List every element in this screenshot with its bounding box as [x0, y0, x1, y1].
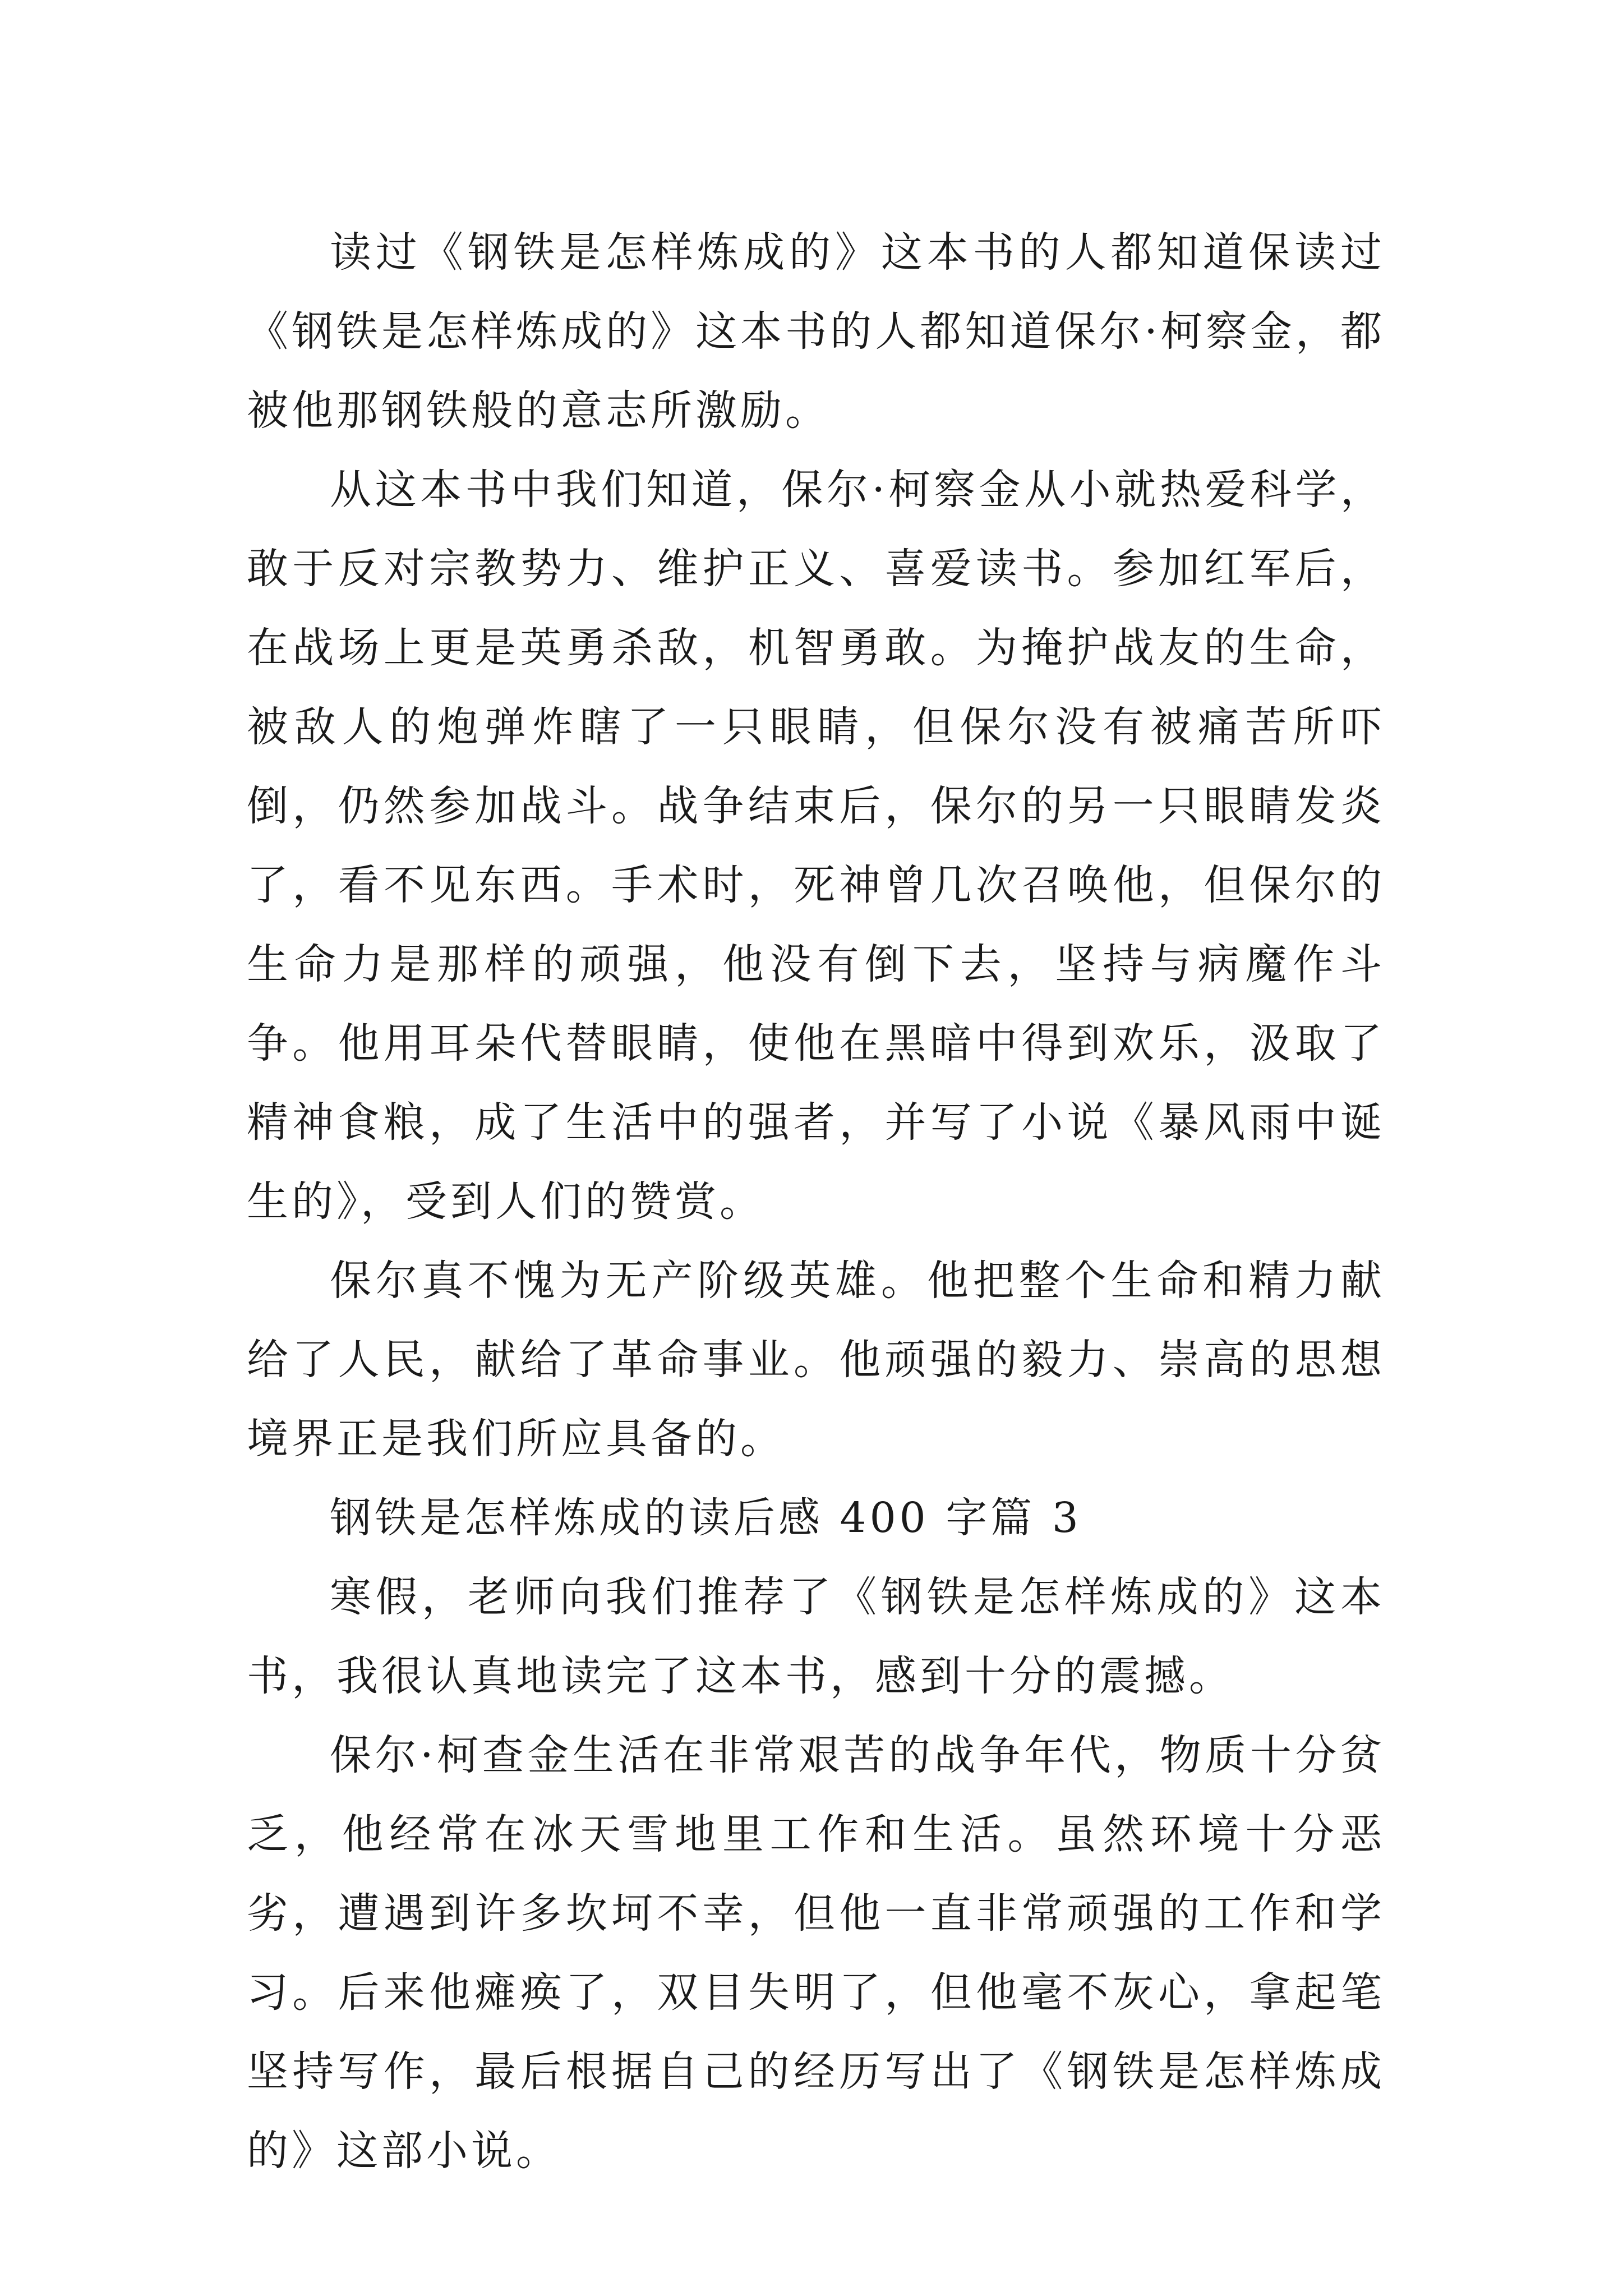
- paragraph-intro: 读过《钢铁是怎样炼成的》这本书的人都知道保读过《钢铁是怎样炼成的》这本书的人都知道保尔·柯察金，都被他那钢铁般的意志所激励。: [247, 228, 1385, 435]
- paragraph-story: 从这本书中我们知道，保尔·柯察金从小就热爱科学，敢于反对宗教势力、维护正义、喜爱读书。参加红军后，在战场上更是英勇杀敌，机智勇敢。为掩护战友的生命，被敌人的炮弹炸瞎了一只眼睛，但保尔没有被痛苦所吓倒，仍然参加战斗。战争结束后，保尔的另一只眼睛发炎了，看不见东西。手术时，死神曾几次召唤他，但保尔的生命力是那样的顽强，他没有倒下去，坚持与病魔作斗争。他用耳朵代替眼睛，使他在黑暗中得到欢乐，汲取了精神食粮，成了生活中的强者，并写了小说《暴风雨中诞生的》，受到人们的赞赏。: [247, 466, 1385, 1226]
- paragraph-life: 保尔·柯查金生活在非常艰苦的战争年代，物质十分贫乏，他经常在冰天雪地里工作和生活。虽然环境十分恶劣，遭遇到许多坎坷不幸，但他一直非常顽强的工作和学习。后来他瘫痪了，双目失明了，但他毫不灰心，拿起笔坚持写作，最后根据自己的经历写出了《钢铁是怎样炼成的》这部小说。: [247, 1731, 1385, 2175]
- paragraph-hero: 保尔真不愧为无产阶级英雄。他把整个生命和精力献给了人民，献给了革命事业。他顽强的毅力、崇高的思想境界正是我们所应具备的。: [247, 1257, 1385, 1463]
- section-heading: 钢铁是怎样炼成的读后感 400 字篇 3: [330, 1494, 1082, 1542]
- document-body: [247, 213, 1385, 2191]
- paragraph-winter-break: 寒假，老师向我们推荐了《钢铁是怎样炼成的》这本书，我很认真地读完了这本书，感到十分的震撼。: [247, 1573, 1385, 1700]
